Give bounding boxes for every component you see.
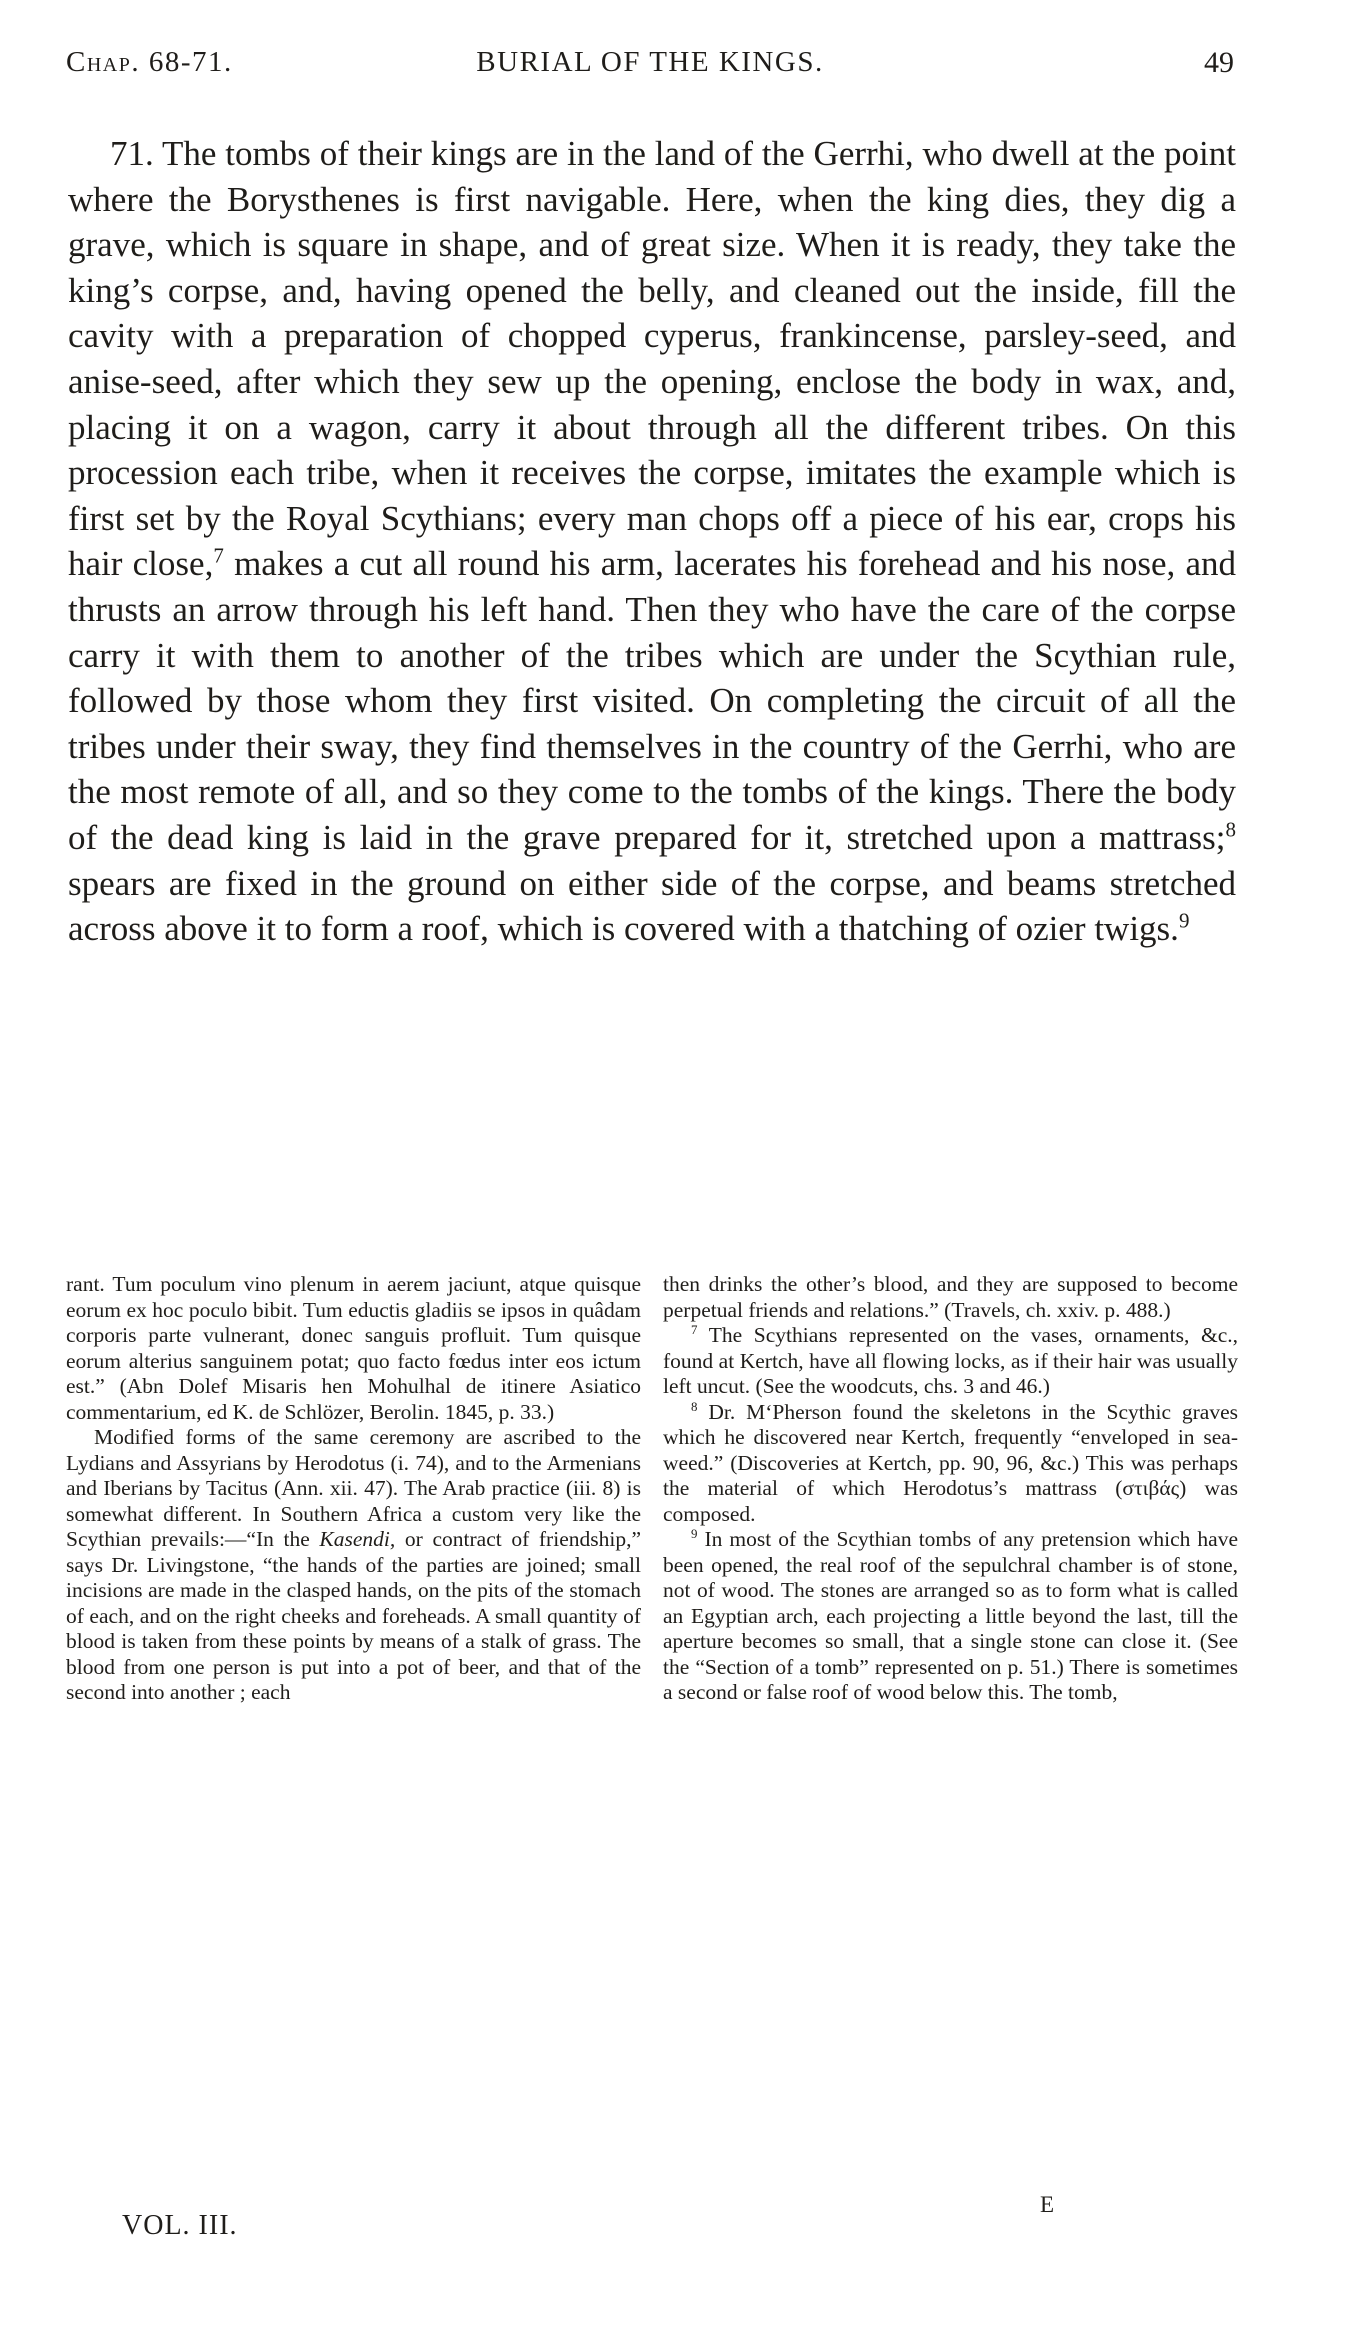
footnote-number: 7	[691, 1322, 698, 1337]
footnote-text: ) was composed.	[663, 1476, 1238, 1526]
footnote-number: 8	[691, 1399, 698, 1414]
running-head	[66, 46, 1234, 86]
main-text	[68, 131, 1236, 952]
main-text-segment: makes a cut all round his arm, lacerates his forehead and his nose, and thrusts an arrow through his left hand. Then they who have the care of the corpse carry it with them to another of the tribes which are under the Scythian rule, followed by those whom they first visited. On completing the circuit of all the tribes under their sway, they find themselves in the country of the Gerrhi, who are the most remote of all, and so they come to the tombs of the kings. There the body of the dead king is laid in the grave prepared for it, stretched upon a mattrass;	[68, 544, 1236, 857]
signature-mark: E	[1040, 2192, 1055, 2217]
footnote-number: 9	[691, 1526, 698, 1541]
footnotes	[66, 1272, 1238, 2192]
page-number: 49	[1204, 46, 1234, 79]
footnote-8	[663, 1400, 1238, 1528]
main-text-segment: spears are fixed in the ground on either side of the corpse, and beams stretched across above it to form a roof, which is covered with a thatching of ozier twigs.	[68, 863, 1236, 949]
footnote-text: The Scythians represented on the vases, ornaments, &c., found at Kertch, have all flowing locks, as if their hair was usually left uncut. (See the woodcuts, chs. 3 and 46.)	[663, 1323, 1238, 1398]
footnote-9	[663, 1527, 1238, 1706]
footnote-continuation: then drinks the other’s blood, and they are supposed to become perpetual friends and relations.” (Travels, ch. xxiv. p. 488.)	[663, 1272, 1238, 1322]
footnote-ref-7: 7	[213, 543, 224, 568]
page-title: BURIAL OF THE KINGS.	[476, 46, 824, 78]
footnote-continuation: rant. Tum poculum vino plenum in aerem jaciunt, atque quisque eorum ex hoc poculo bibit. Tum eductis gladiis se ipsos in quâdam corporis parte vulnerant, donec sanguis profluit. Tum quisque eorum alterius sanguinem potat; quo facto fœdus inter eos ictum est.” (Abn Dolef Misaris hen Mohulhal de itinere Asiatico commentarium, ed K. de Schlözer, Berolin. 1845, p. 33.)	[66, 1272, 641, 1424]
footnote-italic-term: Kasendi,	[319, 1527, 396, 1551]
footnote-ref-8: 8	[1225, 817, 1236, 842]
greek-term: στιβάς	[1122, 1476, 1180, 1500]
main-text-segment: 71. The tombs of their kings are in the land of the Gerrhi, who dwell at the point where the Borysthenes is first navigable. Here, when the king dies, they dig a grave, which is square in shape, and of great size. When it is ready, they take the king’s corpse, and, having opened the belly, and cleaned out the inside, fill the cavity with a preparation of chopped cyperus, frankincense, parsley-seed, and anise-seed, after which they sew up the opening, enclose the body in wax, and, placing it on a wagon, carry it about through all the different tribes. On this procession each tribe, when it receives the corpse, imitates the example which is first set by the Royal Scythians; every man chops off a piece of his ear, crops his hair close,	[68, 134, 1236, 584]
footnote-ref-9: 9	[1178, 908, 1190, 933]
footnote-text: In most of the Scythian tombs of any pretension which have been opened, the real roof of the sepulchral chamber is of stone, not of wood. The stones are arranged so as to form what is called an Egyptian arch, each projecting a little beyond the last, till the aperture becomes so small, that a single stone can close it. (See the “Section of a tomb” represented on p. 51.) There is sometimes a second or false roof of wood below this. The tomb,	[663, 1527, 1238, 1704]
footnote-text: Modified forms of the same ceremony are ascribed to the Lydians and Assyrians by Herodotus (i. 74), and to the Armenians and Iberians by Tacitus (Ann. xii. 47). The Arab practice (iii. 8) is somewhat different. In Southern Africa a custom very like the Scythian prevails:—“In the	[66, 1425, 641, 1551]
footnote-text: Dr. M‘Pherson found the skeletons in the Scythic graves which he discovered near Kertch, frequently “enveloped in sea-weed.” (Discoveries at Kertch, pp. 90, 96, &c.) This was perhaps the material of which Herodotus’s mattrass (	[663, 1399, 1238, 1500]
paragraph-71	[68, 131, 1236, 952]
footnote-paragraph	[66, 1425, 641, 1706]
footnotes-left-column	[66, 1272, 641, 2192]
volume-label: VOL. III.	[122, 2210, 238, 2241]
footnotes-right-column	[663, 1272, 1238, 2192]
chapter-reference: Chap. 68-71.	[66, 46, 233, 78]
footnote-7	[663, 1323, 1238, 1400]
footnote-text: or contract of friendship,” says Dr. Livingstone, “the hands of the parties are joined; small incisions are made in the clasped hands, on the pits of the stomach of each, and on the right cheeks and foreheads. A small quantity of blood is taken from these points by means of a stalk of grass. The blood from one person is put into a pot of beer, and that of the second into another ; each	[66, 1527, 641, 1704]
